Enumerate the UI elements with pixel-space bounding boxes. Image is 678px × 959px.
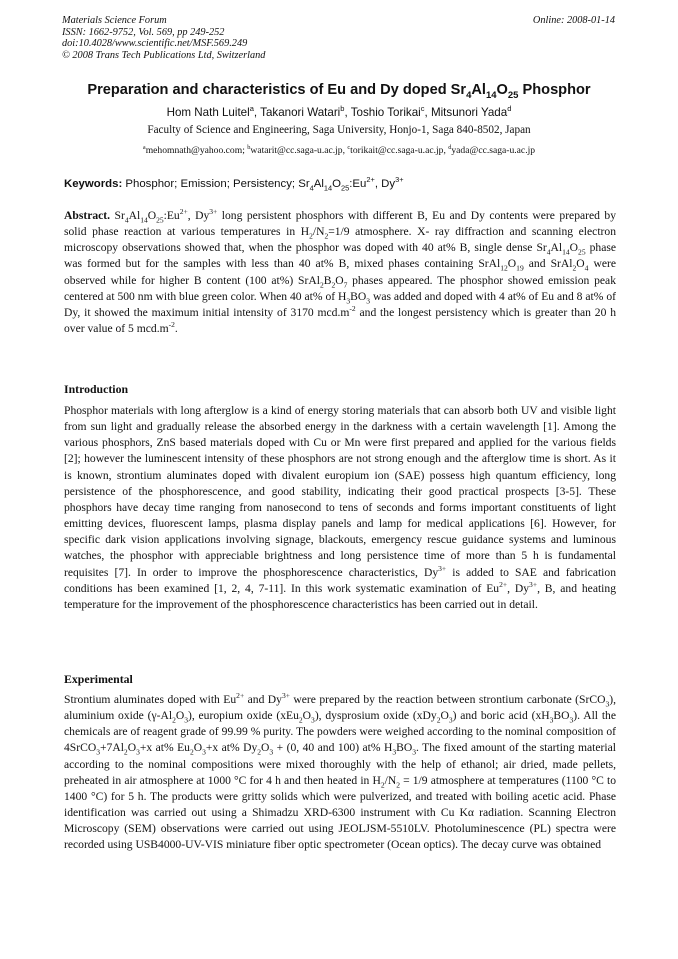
exp-text: +x at% Dy bbox=[205, 741, 258, 755]
abstract-sup: -2 bbox=[349, 304, 356, 314]
abstract-label: Abstract. bbox=[64, 209, 111, 222]
exp-text: ). All the chemicals are of reagent grade of 99.99 % purity. The powders were weighed according to the nominal composition of 4SrCO bbox=[64, 709, 616, 755]
exp-text: /N bbox=[384, 773, 397, 787]
author-name: , Takanori Watari bbox=[253, 106, 341, 119]
exp-text: BO bbox=[396, 741, 413, 755]
exp-text: and Dy bbox=[244, 693, 282, 706]
keywords-text: O bbox=[332, 178, 342, 190]
exp-sub: 3 bbox=[96, 747, 100, 757]
author-name: Hom Nath Luitel bbox=[166, 106, 250, 119]
keywords-label: Keywords: bbox=[64, 178, 123, 190]
keywords-sub: 25 bbox=[341, 183, 350, 193]
exp-text: O bbox=[302, 709, 312, 723]
exp-sub: 2 bbox=[172, 715, 176, 725]
paper-title bbox=[40, 82, 638, 101]
title-text: Phosphor bbox=[518, 82, 591, 98]
experimental-paragraph bbox=[64, 692, 616, 854]
exp-text: +x at% Eu bbox=[139, 741, 190, 755]
exp-text: O bbox=[261, 741, 270, 755]
abstract-text: O bbox=[569, 241, 579, 255]
abstract-sub: 25 bbox=[578, 247, 586, 257]
abstract-text: O bbox=[147, 209, 157, 222]
email-link[interactable]: yada@cc.saga-u.ac.jp bbox=[451, 145, 536, 156]
abstract-sub: 2 bbox=[309, 231, 313, 241]
intro-sup: 3+ bbox=[529, 579, 538, 589]
keywords-sub: 14 bbox=[323, 183, 333, 193]
email-link[interactable]: mehomnath@yahoo.com; bbox=[145, 145, 248, 156]
keywords-text: Phosphor; Emission; Persistency; Sr bbox=[122, 178, 310, 190]
section-heading-experimental: Experimental bbox=[64, 672, 133, 686]
keywords-sup: 2+ bbox=[366, 175, 375, 185]
abstract-text: phases appeared. The phosphor showed emission peak centered at 500 nm with blue green color. When 40 at% of H bbox=[64, 273, 616, 303]
exp-text: O bbox=[440, 709, 449, 723]
abstract-sub: 14 bbox=[562, 247, 570, 257]
email-mark: a bbox=[142, 143, 146, 151]
abstract-text: . bbox=[174, 322, 178, 336]
email-mark: c bbox=[347, 143, 351, 151]
abstract-text: =1/9 atmosphere. X- ray diffraction and scanning electron microscopy observations showed that, when the phosphor was doped with 40 at% B, single dense Sr bbox=[64, 225, 616, 255]
abstract-sub: 4 bbox=[124, 215, 129, 225]
exp-text: BO bbox=[553, 709, 570, 723]
abstract-sub: 19 bbox=[516, 263, 524, 273]
exp-sub: 2 bbox=[298, 715, 303, 725]
exp-text: O bbox=[193, 741, 203, 755]
abstract-text: BO bbox=[350, 289, 367, 303]
email-link[interactable]: watarit@cc.saga-u.ac.jp, bbox=[250, 145, 348, 156]
exp-sub: 2 bbox=[380, 780, 385, 790]
title-text: Preparation and characteristics of Eu and Dy doped Sr bbox=[87, 82, 467, 98]
abstract-sub: 7 bbox=[343, 279, 348, 289]
abstract-sub: 25 bbox=[156, 215, 164, 225]
intro-sup: 2+ bbox=[499, 579, 508, 589]
doi-line: doi:10.4028/www.scientific.net/MSF.569.249 bbox=[62, 38, 248, 50]
abstract-text: Sr bbox=[110, 209, 125, 222]
abstract-text: phase was formed but for the samples with less than 40 at% B, mixed phases containing SrAl bbox=[64, 241, 616, 271]
title-sub: 25 bbox=[507, 89, 519, 101]
abstract-sub: 3 bbox=[346, 296, 351, 306]
abstract-text: and SrAl bbox=[523, 257, 573, 271]
exp-text: +7Al bbox=[99, 741, 124, 755]
exp-text: ) and boric acid (xH bbox=[452, 709, 550, 723]
author-name: , Toshio Torikai bbox=[344, 106, 421, 119]
exp-text: = 1/9 atmosphere at temperatures (1100 °C to 1400 °C) for 5 h. The products were gritty solids which were pulverized, and treated with boiling acetic acid. Phase identification was carried out using a Shimadzu XRD-6300 instrument with Cu Kα radiation. Scanning Electron Microscopy (SEM) observations were carried out using JEOLJSM-5510LV. Photoluminescence (PL) spectra were recorded using USB4000-UV-VIS miniature fiber optic spectrometer (Ocean optics). The decay curve was obtained bbox=[64, 773, 616, 852]
issn-line: ISSN: 1662-9752, Vol. 569, pp 249-252 bbox=[62, 26, 225, 38]
intro-text: , Dy bbox=[507, 581, 530, 595]
abstract-sup: -2 bbox=[168, 320, 175, 330]
author-mark: c bbox=[420, 104, 425, 114]
abstract-sub: 2 bbox=[572, 263, 577, 273]
keywords-text: :Eu bbox=[349, 178, 367, 190]
exp-sub: 3 bbox=[184, 715, 188, 725]
abstract-text: and the longest persistency which is greater than 20 h over value of 5 mcd.m bbox=[64, 305, 616, 336]
section-heading-introduction: Introduction bbox=[64, 382, 129, 396]
abstract-text: was added and doped with 4 at% of Eu and 8 at% of Dy, it showed the maximum initial intensity of 3170 mcd.m bbox=[64, 289, 616, 319]
exp-text: ), europium oxide (xEu bbox=[187, 709, 299, 723]
exp-sub: 2 bbox=[257, 747, 262, 757]
exp-text: ), aluminium oxide (γ-Al bbox=[64, 693, 616, 723]
introduction-paragraph bbox=[64, 403, 616, 613]
abstract-text: O bbox=[507, 257, 517, 271]
keywords bbox=[64, 175, 616, 193]
title-sub: 14 bbox=[485, 89, 497, 101]
abstract bbox=[64, 208, 616, 337]
title-text: O bbox=[496, 82, 508, 98]
abstract-sub: 2 bbox=[319, 279, 324, 289]
exp-sub: 3 bbox=[202, 747, 206, 757]
abstract-sub: 3 bbox=[366, 296, 371, 306]
abstract-sup: 2+ bbox=[179, 207, 188, 217]
abstract-text: O bbox=[335, 273, 344, 287]
author-list bbox=[40, 106, 638, 119]
exp-sub: 3 bbox=[549, 715, 554, 725]
exp-sup: 3+ bbox=[281, 691, 290, 701]
author-name: , Mitsunori Yada bbox=[424, 106, 508, 119]
abstract-sub: 12 bbox=[500, 263, 508, 273]
exp-text: ), dysprosium oxide (xDy bbox=[314, 709, 437, 723]
journal-header bbox=[62, 15, 615, 61]
abstract-sub: 4 bbox=[546, 247, 551, 257]
abstract-text: :Eu bbox=[163, 209, 180, 222]
exp-sup: 2+ bbox=[236, 691, 245, 701]
author-mark: a bbox=[249, 104, 254, 114]
abstract-sub: 4 bbox=[584, 263, 589, 273]
exp-text: O bbox=[127, 741, 137, 755]
exp-text: were prepared by the reaction between strontium carbonate (SrCO bbox=[289, 693, 606, 706]
title-text: Al bbox=[471, 82, 486, 98]
journal-name: Materials Science Forum bbox=[62, 15, 167, 26]
exp-sub: 3 bbox=[392, 747, 397, 757]
abstract-text: Al bbox=[128, 209, 141, 222]
email-link[interactable]: torikait@cc.saga-u.ac.jp, bbox=[350, 145, 449, 156]
keywords-sub: 4 bbox=[309, 183, 314, 193]
title-sub: 4 bbox=[466, 89, 472, 101]
keywords-sup: 3+ bbox=[395, 175, 404, 185]
email-mark: d bbox=[448, 143, 452, 151]
exp-text: + (0, 40 and 100) at% H bbox=[273, 741, 393, 755]
intro-sup: 3+ bbox=[438, 563, 447, 573]
author-mark: d bbox=[507, 104, 512, 114]
author-mark: b bbox=[340, 104, 345, 114]
exp-text: Strontium aluminates doped with Eu bbox=[64, 693, 237, 706]
abstract-sub: 2 bbox=[331, 279, 336, 289]
abstract-text: , Dy bbox=[187, 209, 210, 222]
abstract-text: were observed while for higher B content (100 at%) SrAl bbox=[64, 257, 616, 287]
affiliation: Faculty of Science and Engineering, Saga University, Honjo-1, Saga 840-8502, Japan bbox=[147, 124, 531, 136]
keywords-text: Al bbox=[313, 178, 324, 190]
exp-sub: 3 bbox=[311, 715, 315, 725]
abstract-text: long persistent phosphors with different B, Eu and Dy contents were prepared by solid phase reaction at various temperatures in H bbox=[64, 209, 616, 239]
exp-sub: 3 bbox=[569, 715, 574, 725]
exp-sub: 2 bbox=[436, 715, 441, 725]
exp-sub: 3 bbox=[605, 699, 610, 709]
exp-sub: 3 bbox=[269, 747, 274, 757]
email-mark: b bbox=[247, 143, 251, 151]
exp-text: . The fixed amount of the starting material according to the nominal compositions were mixed thoroughly with the help of ethanol; air dried, made pellets, preheated in air atmosphere at 1000 °C for 4 h and then heated in H bbox=[64, 741, 616, 787]
keywords-text: , Dy bbox=[374, 178, 396, 190]
online-date: Online: 2008-01-14 bbox=[532, 15, 615, 26]
abstract-text: O bbox=[576, 257, 585, 271]
abstract-sup: 3+ bbox=[209, 207, 218, 217]
abstract-sub: 2 bbox=[324, 231, 329, 241]
abstract-text: B bbox=[323, 273, 332, 287]
exp-sub: 2 bbox=[189, 747, 194, 757]
intro-text: Phosphor materials with long afterglow is a kind of energy storing materials that can absorb both UV and visible light from sun light and gradually release the absorbed energy in the darkness with a certain wavelength [1]. Among the various phosphors, ZnS based materials doped with Cu or Mn were first prepared and applied for the various fields [2]; however the luminescent intensity of these phosphors are not strong enough and the afterglow time is short. As it is known, strontium aluminates doped with divalent europium ion (SAE) possess high quantum efficiency, long persistence of the phosphorescence, and good stability, indicating their good practical prospects [3-5]. These phosphors have decay time ranging from nanosecond to tens of seconds and forms important constituents of light emitting devices, fluorescent lamps, plasma display panels and lamp for medical applications [6]. However, for specific dark vision applications involving signage, blackouts, emergency rescue guidance systems and luminous watches, the phosphor with appreciable brightness and long persistence time of more than 5 h is fundamental requisites [7]. In order to improve the phosphorescence characteristics, Dy bbox=[64, 404, 616, 579]
intro-text: is added to SAE and fabrication conditions has been examined [1, 2, 4, 7-11]. In this work systematic examination of Eu bbox=[64, 565, 616, 595]
abstract-sub: 14 bbox=[140, 215, 148, 225]
abstract-text: Al bbox=[550, 241, 563, 255]
exp-sub: 2 bbox=[396, 780, 400, 790]
exp-sub: 2 bbox=[123, 747, 128, 757]
exp-text: O bbox=[175, 709, 185, 723]
exp-sub: 3 bbox=[448, 715, 453, 725]
exp-sub: 3 bbox=[412, 747, 416, 757]
copyright-line: © 2008 Trans Tech Publications Ltd, Switzerland bbox=[62, 49, 266, 61]
intro-text: , B, and heating temperature for the improvement of the phosphorescence characteristics has been carried out in detail. bbox=[64, 581, 616, 611]
abstract-text: /N bbox=[312, 225, 325, 239]
author-emails bbox=[40, 145, 638, 156]
exp-sub: 3 bbox=[136, 747, 140, 757]
